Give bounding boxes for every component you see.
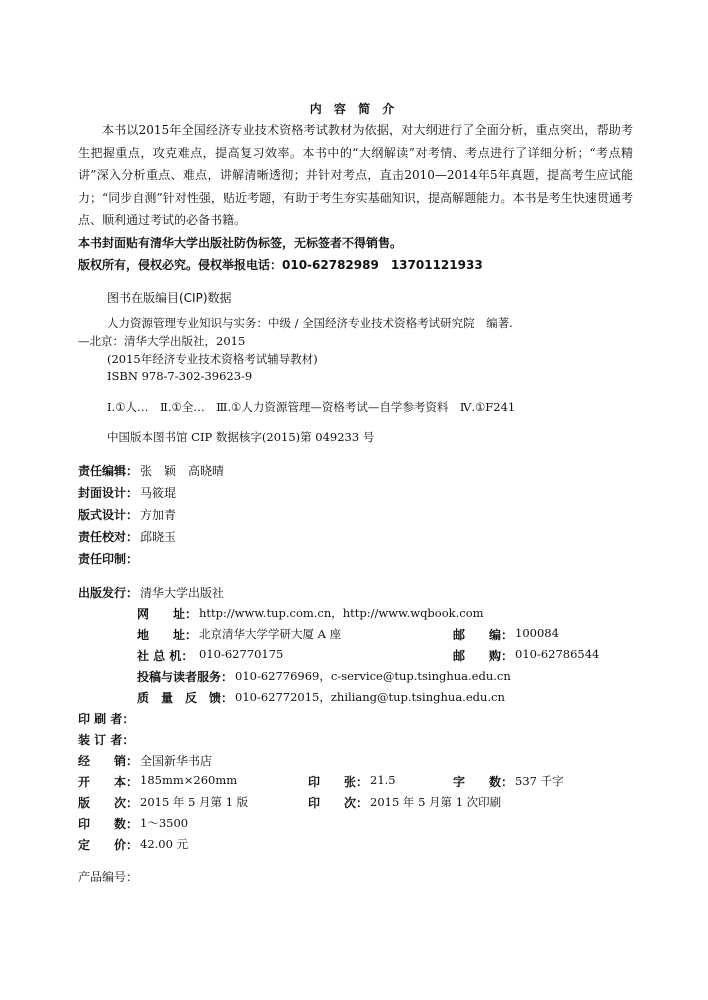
cip-classification-line: Ⅰ.①人… Ⅱ.①全… Ⅲ.①人力资源管理—资格考试—自学参考资料 Ⅳ.①F241 (107, 400, 516, 414)
cip-isbn-line: ISBN 978-7-302-39623-9 (107, 369, 253, 383)
quality-feedback-label: 质 量 反 馈： (137, 691, 234, 705)
cover-design-label: 封面设计： (78, 486, 139, 500)
edition-value: 2015 年 5 月第 1 版 (140, 795, 249, 809)
proofreader-value: 邱晓玉 (140, 530, 177, 544)
zipcode-label: 邮 编： (453, 628, 514, 642)
website-value: http://www.tup.com.cn，http://www.wqbook.com (199, 606, 484, 620)
mail-order-value: 010-62786544 (515, 647, 600, 661)
price-value: 42.00 元 (140, 837, 189, 851)
product-number-label: 产品编号： (78, 870, 139, 884)
word-count-label: 字 数： (453, 775, 514, 789)
format-label: 开 本： (78, 775, 139, 789)
address-label: 地 址： (137, 628, 198, 642)
reader-service-value: 010-62776969，c-service@tup.tsinghua.edu.cn (235, 669, 511, 683)
edition-label: 版 次： (78, 796, 139, 810)
layout-design-value: 方加青 (140, 508, 177, 522)
anti-counterfeit-notice: 本书封面贴有清华大学出版社防伪标签，无标签者不得销售。 (78, 236, 403, 250)
sheets-label: 印 张： (308, 775, 369, 789)
word-count-value: 537 千字 (515, 774, 564, 788)
quality-feedback-value: 010-62772015，zhiliang@tup.tsinghua.edu.cn (235, 690, 505, 704)
printer-label: 印 刷 者： (78, 712, 135, 726)
cip-data-number: 中国版本图书馆 CIP 数据核字(2015)第 049233 号 (107, 430, 375, 444)
switchboard-label: 社 总 机： (137, 649, 194, 663)
sheets-value: 21.5 (370, 773, 396, 787)
cip-title-line: 人力资源管理专业知识与实务：中级 / 全国经济专业技术资格考试研究院 编著. (107, 316, 513, 330)
print-manager-label: 责任印制： (78, 552, 139, 566)
mail-order-label: 邮 购： (453, 649, 514, 663)
binder-label: 装 订 者： (78, 733, 135, 747)
zipcode-value: 100084 (515, 626, 559, 640)
website-label: 网 址： (137, 607, 198, 621)
cover-design-value: 马筱琨 (140, 486, 177, 500)
publisher-value: 清华大学出版社 (140, 586, 225, 600)
distributor-label: 经 销： (78, 754, 139, 768)
impression-value: 2015 年 5 月第 1 次印刷 (370, 795, 502, 809)
cip-publisher-line: —北京：清华大学出版社，2015 (78, 334, 246, 348)
print-run-label: 印 数： (78, 817, 139, 831)
reader-service-label: 投稿与读者服务： (137, 670, 234, 684)
distributor-value: 全国新华书店 (140, 754, 213, 768)
print-run-value: 1～3500 (140, 816, 189, 830)
intro-paragraph: 本书以2015年全国经济专业技术资格考试教材为依据，对大纲进行了全面分析，重点突出，帮助考生把握重点，攻克难点，提高复习效率。本书中的“大纲解读”对考情、考点进行了详细分析；“考点精讲”深入分析重点、难点，讲解清晰透彻；并针对考点，直击2010—2014年5年真题，提高考生应试能力；“同步自测”针对性强，贴近考题，有助于考生夯实基础知识，提高解题能力。本书是考生快速贯通考点、顺利通过考试的必备书籍。 (78, 123, 633, 227)
address-value: 北京清华大学学研大厦 A 座 (199, 627, 342, 641)
editor-value: 张 颖 高晓晴 (140, 464, 225, 478)
proofreader-label: 责任校对： (78, 530, 139, 544)
cip-series-line: (2015年经济专业技术资格考试辅导教材) (107, 352, 318, 366)
switchboard-value: 010-62770175 (199, 647, 284, 661)
intro-title: 内 容 简 介 (309, 102, 399, 116)
price-label: 定 价： (78, 838, 139, 852)
editor-label: 责任编辑： (78, 464, 139, 478)
cip-heading: 图书在版编目(CIP)数据 (107, 291, 232, 305)
publisher-label: 出版发行： (78, 586, 139, 600)
format-value: 185mm×260mm (140, 773, 238, 787)
impression-label: 印 次： (308, 796, 369, 810)
layout-design-label: 版式设计： (78, 508, 139, 522)
copyright-notice: 版权所有，侵权必究。侵权举报电话：010-62782989 13701121933 (78, 258, 483, 272)
